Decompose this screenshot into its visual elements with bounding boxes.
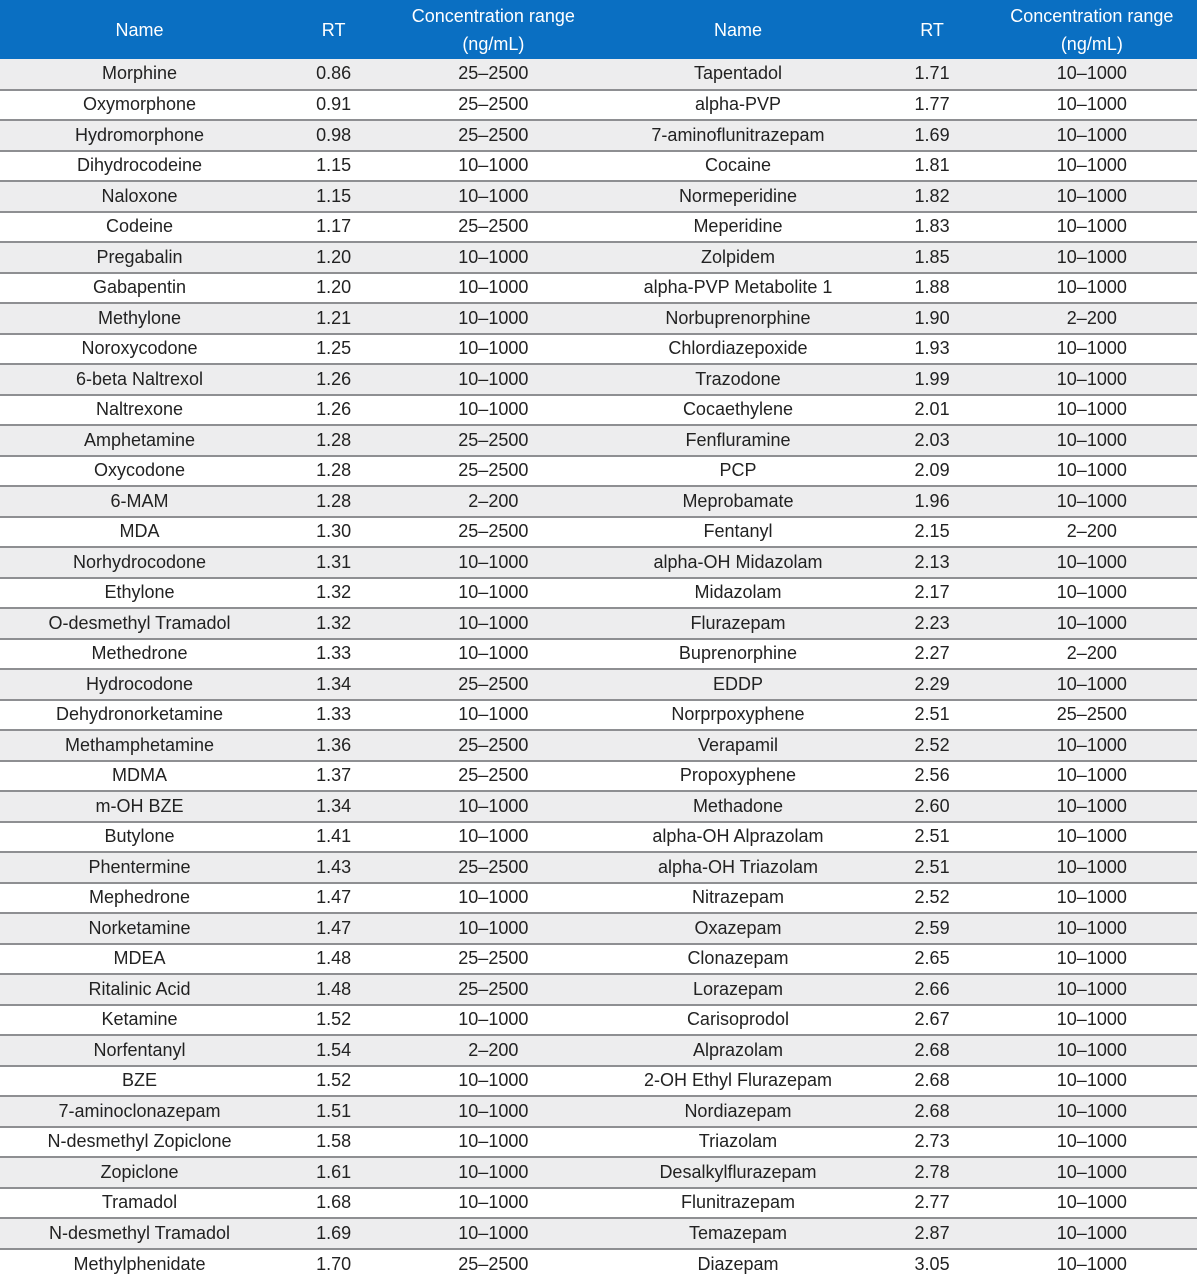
table-row bbox=[0, 151, 1197, 182]
right-name-cell: Norbuprenorphine bbox=[598, 303, 877, 334]
left-rt-cell: 1.47 bbox=[279, 913, 388, 944]
right-concentration-cell: 10–1000 bbox=[987, 364, 1197, 395]
header-left-concentration-line2: (ng/mL) bbox=[462, 33, 525, 54]
left-rt-cell: 1.51 bbox=[279, 1096, 388, 1127]
right-concentration-cell: 10–1000 bbox=[987, 486, 1197, 517]
left-concentration-cell: 10–1000 bbox=[388, 822, 598, 853]
table-row bbox=[0, 1035, 1197, 1066]
header-right-concentration-line1: Concentration range bbox=[1010, 5, 1174, 26]
right-name-cell: Chlordiazepoxide bbox=[598, 334, 877, 365]
right-concentration-cell: 10–1000 bbox=[987, 212, 1197, 243]
left-rt-cell: 1.43 bbox=[279, 852, 388, 883]
left-concentration-cell: 2–200 bbox=[388, 486, 598, 517]
left-rt-cell: 1.52 bbox=[279, 1005, 388, 1036]
right-rt-cell: 1.77 bbox=[877, 90, 986, 121]
table-row bbox=[0, 913, 1197, 944]
right-concentration-cell: 10–1000 bbox=[987, 913, 1197, 944]
right-concentration-cell: 10–1000 bbox=[987, 59, 1197, 90]
right-concentration-cell: 10–1000 bbox=[987, 1127, 1197, 1158]
table-row bbox=[0, 364, 1197, 395]
left-concentration-cell: 10–1000 bbox=[388, 1157, 598, 1188]
right-rt-cell: 1.96 bbox=[877, 486, 986, 517]
left-concentration-cell: 25–2500 bbox=[388, 212, 598, 243]
left-name-cell: 6-beta Naltrexol bbox=[0, 364, 279, 395]
left-rt-cell: 1.20 bbox=[279, 273, 388, 304]
left-concentration-cell: 10–1000 bbox=[388, 608, 598, 639]
left-concentration-cell: 25–2500 bbox=[388, 456, 598, 487]
right-rt-cell: 2.78 bbox=[877, 1157, 986, 1188]
left-concentration-cell: 10–1000 bbox=[388, 334, 598, 365]
table-row bbox=[0, 1157, 1197, 1188]
right-name-cell: Flunitrazepam bbox=[598, 1188, 877, 1219]
right-rt-cell: 2.09 bbox=[877, 456, 986, 487]
table-row bbox=[0, 517, 1197, 548]
right-name-cell: Norprpoxyphene bbox=[598, 700, 877, 731]
table-row bbox=[0, 761, 1197, 792]
right-name-cell: alpha-OH Midazolam bbox=[598, 547, 877, 578]
right-rt-cell: 3.05 bbox=[914, 1253, 950, 1274]
table-row bbox=[0, 1096, 1197, 1127]
left-rt-cell: 1.69 bbox=[279, 1218, 388, 1249]
left-rt-cell: 0.98 bbox=[279, 120, 388, 151]
right-name-cell: Oxazepam bbox=[598, 913, 877, 944]
left-name-cell: Pregabalin bbox=[0, 242, 279, 273]
left-rt-cell: 1.36 bbox=[279, 730, 388, 761]
left-rt-cell: 0.91 bbox=[279, 90, 388, 121]
right-name-cell: Temazepam bbox=[598, 1218, 877, 1249]
right-name-cell: PCP bbox=[598, 456, 877, 487]
left-name-cell: Norfentanyl bbox=[0, 1035, 279, 1066]
left-name-cell: O-desmethyl Tramadol bbox=[0, 608, 279, 639]
header-right-concentration bbox=[987, 0, 1197, 59]
right-concentration-cell: 10–1000 bbox=[987, 547, 1197, 578]
left-rt-cell: 1.54 bbox=[279, 1035, 388, 1066]
right-concentration-cell: 10–1000 bbox=[987, 334, 1197, 365]
table-row bbox=[0, 303, 1197, 334]
right-name-cell: 7-aminoflunitrazepam bbox=[598, 120, 877, 151]
right-rt-cell: 2.51 bbox=[877, 700, 986, 731]
left-concentration-cell: 25–2500 bbox=[388, 59, 598, 90]
header-right-name: Name bbox=[713, 19, 762, 40]
left-name-cell: Mephedrone bbox=[0, 883, 279, 914]
table-row bbox=[0, 578, 1197, 609]
table-row bbox=[0, 791, 1197, 822]
right-rt-cell: 1.85 bbox=[877, 242, 986, 273]
right-rt-cell: 2.87 bbox=[877, 1218, 986, 1249]
left-concentration-cell: 25–2500 bbox=[388, 730, 598, 761]
right-rt-cell: 1.83 bbox=[877, 212, 986, 243]
right-name-cell: alpha-PVP bbox=[598, 90, 877, 121]
left-name-cell: Amphetamine bbox=[0, 425, 279, 456]
table-row bbox=[0, 883, 1197, 914]
right-rt-cell: 2.68 bbox=[877, 1035, 986, 1066]
right-rt-cell: 2.52 bbox=[877, 730, 986, 761]
right-name-cell: Meprobamate bbox=[598, 486, 877, 517]
left-name-cell: Ethylone bbox=[0, 578, 279, 609]
left-rt-cell: 1.21 bbox=[279, 303, 388, 334]
table-row bbox=[0, 852, 1197, 883]
right-concentration-cell: 10–1000 bbox=[987, 242, 1197, 273]
left-name-cell: Ketamine bbox=[0, 1005, 279, 1036]
table-row bbox=[0, 1188, 1197, 1219]
table-row bbox=[0, 59, 1197, 90]
right-concentration-cell: 10–1000 bbox=[987, 791, 1197, 822]
left-name-cell: Oxymorphone bbox=[0, 90, 279, 121]
right-concentration-cell: 10–1000 bbox=[987, 1066, 1197, 1097]
header-right-concentration-line2: (ng/mL) bbox=[1060, 33, 1123, 54]
right-name-cell: Cocaethylene bbox=[598, 395, 877, 426]
left-rt-cell: 1.37 bbox=[279, 761, 388, 792]
right-concentration-cell: 10–1000 bbox=[987, 730, 1197, 761]
table-row bbox=[0, 120, 1197, 151]
right-name-cell: Fenfluramine bbox=[598, 425, 877, 456]
table-row bbox=[0, 822, 1197, 853]
right-name-cell: Alprazolam bbox=[598, 1035, 877, 1066]
right-rt-cell: 2.60 bbox=[877, 791, 986, 822]
left-name-cell: Hydromorphone bbox=[0, 120, 279, 151]
left-rt-cell: 1.34 bbox=[279, 791, 388, 822]
right-name-cell: Tapentadol bbox=[598, 59, 877, 90]
right-rt-cell: 2.51 bbox=[877, 852, 986, 883]
left-rt-cell: 1.47 bbox=[279, 883, 388, 914]
header-left-concentration bbox=[388, 0, 598, 59]
header-left-rt: RT bbox=[321, 19, 346, 40]
right-rt-cell: 2.68 bbox=[877, 1096, 986, 1127]
right-name-cell: Lorazepam bbox=[598, 974, 877, 1005]
right-concentration-cell: 10–1000 bbox=[987, 822, 1197, 853]
left-name-cell: N-desmethyl Zopiclone bbox=[0, 1127, 279, 1158]
table-row bbox=[0, 456, 1197, 487]
right-rt-cell: 2.15 bbox=[877, 517, 986, 548]
left-name-cell: Oxycodone bbox=[0, 456, 279, 487]
left-concentration-cell: 10–1000 bbox=[388, 1218, 598, 1249]
left-concentration-cell: 25–2500 bbox=[388, 517, 598, 548]
left-name-cell: Codeine bbox=[0, 212, 279, 243]
right-concentration-cell: 2–200 bbox=[987, 639, 1197, 670]
right-rt-cell: 2.56 bbox=[877, 761, 986, 792]
left-name-cell: Tramadol bbox=[0, 1188, 279, 1219]
table-row bbox=[0, 334, 1197, 365]
left-name-cell: Morphine bbox=[0, 59, 279, 90]
right-name-cell: EDDP bbox=[598, 669, 877, 700]
left-name-cell: Norketamine bbox=[0, 913, 279, 944]
right-rt-cell: 1.88 bbox=[877, 273, 986, 304]
left-concentration-cell: 25–2500 bbox=[388, 120, 598, 151]
left-name-cell: Dehydronorketamine bbox=[0, 700, 279, 731]
left-concentration-cell: 10–1000 bbox=[388, 639, 598, 670]
left-rt-cell: 1.34 bbox=[279, 669, 388, 700]
left-concentration-cell: 10–1000 bbox=[388, 395, 598, 426]
left-concentration-cell: 10–1000 bbox=[388, 303, 598, 334]
table-row bbox=[0, 1249, 1197, 1280]
right-rt-cell: 2.29 bbox=[877, 669, 986, 700]
right-rt-cell: 1.99 bbox=[877, 364, 986, 395]
table-row bbox=[0, 1127, 1197, 1158]
right-name-cell: Diazepam bbox=[697, 1253, 779, 1274]
right-name-cell: Normeperidine bbox=[598, 181, 877, 212]
right-concentration-cell: 10–1000 bbox=[987, 90, 1197, 121]
left-rt-cell: 1.48 bbox=[279, 974, 388, 1005]
left-concentration-cell: 10–1000 bbox=[388, 578, 598, 609]
left-concentration-cell: 2–200 bbox=[388, 1035, 598, 1066]
right-concentration-cell: 10–1000 bbox=[987, 456, 1197, 487]
left-rt-cell: 1.28 bbox=[279, 486, 388, 517]
left-name-cell: Naltrexone bbox=[0, 395, 279, 426]
left-name-cell: Methylone bbox=[0, 303, 279, 334]
left-rt-cell: 1.58 bbox=[279, 1127, 388, 1158]
right-name-cell: Nordiazepam bbox=[598, 1096, 877, 1127]
right-concentration-cell: 10–1000 bbox=[987, 395, 1197, 426]
table-row bbox=[0, 547, 1197, 578]
left-rt-cell: 1.41 bbox=[279, 822, 388, 853]
left-name-cell: MDMA bbox=[0, 761, 279, 792]
header-row bbox=[0, 0, 1197, 59]
right-concentration-cell: 10–1000 bbox=[987, 1157, 1197, 1188]
left-name-cell: MDA bbox=[0, 517, 279, 548]
right-rt-cell: 2.65 bbox=[877, 944, 986, 975]
table-row bbox=[0, 730, 1197, 761]
left-rt-cell: 1.26 bbox=[279, 395, 388, 426]
right-rt-cell: 2.68 bbox=[877, 1066, 986, 1097]
right-name-cell: Meperidine bbox=[598, 212, 877, 243]
right-rt-cell: 2.23 bbox=[877, 608, 986, 639]
left-rt-cell: 0.86 bbox=[279, 59, 388, 90]
right-rt-cell: 1.82 bbox=[877, 181, 986, 212]
right-concentration-cell: 10–1000 bbox=[987, 151, 1197, 182]
right-name-cell: Triazolam bbox=[598, 1127, 877, 1158]
left-concentration-cell: 25–2500 bbox=[388, 761, 598, 792]
right-rt-cell: 2.67 bbox=[877, 1005, 986, 1036]
table-header bbox=[0, 0, 1197, 59]
right-concentration-cell: 10–1000 bbox=[987, 852, 1197, 883]
table-row bbox=[0, 425, 1197, 456]
right-concentration-cell: 10–1000 bbox=[1056, 1253, 1127, 1274]
left-rt-cell: 1.28 bbox=[279, 425, 388, 456]
right-concentration-cell: 10–1000 bbox=[987, 944, 1197, 975]
left-rt-cell: 1.31 bbox=[279, 547, 388, 578]
left-name-cell: Methamphetamine bbox=[0, 730, 279, 761]
right-rt-cell: 2.27 bbox=[877, 639, 986, 670]
right-name-cell: Cocaine bbox=[598, 151, 877, 182]
header-left-name: Name bbox=[115, 19, 164, 40]
right-rt-cell: 1.93 bbox=[877, 334, 986, 365]
right-concentration-cell: 10–1000 bbox=[987, 1035, 1197, 1066]
left-concentration-cell: 10–1000 bbox=[388, 1066, 598, 1097]
table-row bbox=[0, 944, 1197, 975]
right-concentration-cell: 2–200 bbox=[987, 303, 1197, 334]
left-concentration-cell: 10–1000 bbox=[388, 1127, 598, 1158]
right-rt-cell: 2.01 bbox=[877, 395, 986, 426]
right-rt-cell: 2.17 bbox=[877, 578, 986, 609]
table-row bbox=[0, 974, 1197, 1005]
right-name-cell: Desalkylflurazepam bbox=[598, 1157, 877, 1188]
table-row bbox=[0, 700, 1197, 731]
right-rt-cell: 2.77 bbox=[877, 1188, 986, 1219]
right-rt-cell: 2.66 bbox=[877, 974, 986, 1005]
table-row bbox=[0, 273, 1197, 304]
right-name-cell: Verapamil bbox=[598, 730, 877, 761]
left-concentration-cell: 10–1000 bbox=[388, 547, 598, 578]
left-concentration-cell: 10–1000 bbox=[388, 364, 598, 395]
table-row bbox=[0, 1005, 1197, 1036]
left-rt-cell: 1.32 bbox=[279, 608, 388, 639]
right-rt-cell: 1.71 bbox=[877, 59, 986, 90]
left-rt-cell: 1.33 bbox=[279, 700, 388, 731]
right-concentration-cell: 10–1000 bbox=[987, 669, 1197, 700]
left-concentration-cell: 10–1000 bbox=[388, 1188, 598, 1219]
left-rt-cell: 1.52 bbox=[279, 1066, 388, 1097]
right-concentration-cell: 10–1000 bbox=[987, 761, 1197, 792]
right-rt-cell: 1.90 bbox=[877, 303, 986, 334]
left-name-cell: Gabapentin bbox=[0, 273, 279, 304]
left-rt-cell: 1.25 bbox=[279, 334, 388, 365]
left-concentration-cell: 10–1000 bbox=[388, 913, 598, 944]
left-name-cell: 6-MAM bbox=[0, 486, 279, 517]
table-row bbox=[0, 608, 1197, 639]
left-name-cell: Methylphenidate bbox=[73, 1253, 206, 1274]
table-row bbox=[0, 181, 1197, 212]
right-name-cell: alpha-OH Alprazolam bbox=[598, 822, 877, 853]
left-concentration-cell: 25–2500 bbox=[388, 90, 598, 121]
right-rt-cell: 2.13 bbox=[877, 547, 986, 578]
left-concentration-cell: 10–1000 bbox=[388, 1005, 598, 1036]
left-rt-cell: 1.68 bbox=[279, 1188, 388, 1219]
right-concentration-cell: 10–1000 bbox=[987, 120, 1197, 151]
right-rt-cell: 2.52 bbox=[877, 883, 986, 914]
table-row bbox=[0, 395, 1197, 426]
left-concentration-cell: 25–2500 bbox=[388, 425, 598, 456]
left-name-cell: MDEA bbox=[0, 944, 279, 975]
table-row bbox=[0, 486, 1197, 517]
right-name-cell: Nitrazepam bbox=[598, 883, 877, 914]
right-name-cell: Flurazepam bbox=[598, 608, 877, 639]
left-name-cell: 7-aminoclonazepam bbox=[0, 1096, 279, 1127]
left-rt-cell: 1.48 bbox=[279, 944, 388, 975]
left-concentration-cell: 25–2500 bbox=[458, 1253, 529, 1274]
left-name-cell: Naloxone bbox=[0, 181, 279, 212]
left-rt-cell: 1.26 bbox=[279, 364, 388, 395]
left-concentration-cell: 10–1000 bbox=[388, 791, 598, 822]
table-row bbox=[0, 242, 1197, 273]
left-concentration-cell: 10–1000 bbox=[388, 700, 598, 731]
header-right-rt: RT bbox=[920, 19, 944, 40]
right-concentration-cell: 10–1000 bbox=[987, 974, 1197, 1005]
right-rt-cell: 2.03 bbox=[877, 425, 986, 456]
right-name-cell: Fentanyl bbox=[598, 517, 877, 548]
right-name-cell: Clonazepam bbox=[598, 944, 877, 975]
right-rt-cell: 1.69 bbox=[877, 120, 986, 151]
right-name-cell: Propoxyphene bbox=[598, 761, 877, 792]
left-name-cell: BZE bbox=[0, 1066, 279, 1097]
right-concentration-cell: 10–1000 bbox=[987, 425, 1197, 456]
right-concentration-cell: 25–2500 bbox=[987, 700, 1197, 731]
right-name-cell: Zolpidem bbox=[598, 242, 877, 273]
right-concentration-cell: 10–1000 bbox=[987, 1218, 1197, 1249]
table-row bbox=[0, 1218, 1197, 1249]
left-name-cell: Methedrone bbox=[0, 639, 279, 670]
left-concentration-cell: 25–2500 bbox=[388, 669, 598, 700]
right-concentration-cell: 10–1000 bbox=[987, 1005, 1197, 1036]
left-rt-cell: 1.32 bbox=[279, 578, 388, 609]
left-name-cell: Zopiclone bbox=[0, 1157, 279, 1188]
left-name-cell: Norhydrocodone bbox=[0, 547, 279, 578]
left-concentration-cell: 10–1000 bbox=[388, 883, 598, 914]
left-rt-cell: 1.30 bbox=[279, 517, 388, 548]
right-name-cell: Buprenorphine bbox=[598, 639, 877, 670]
right-name-cell: Trazodone bbox=[598, 364, 877, 395]
left-rt-cell: 1.15 bbox=[279, 151, 388, 182]
right-name-cell: Methadone bbox=[598, 791, 877, 822]
table-row bbox=[0, 639, 1197, 670]
left-rt-cell: 1.70 bbox=[316, 1253, 352, 1274]
left-concentration-cell: 10–1000 bbox=[388, 181, 598, 212]
left-name-cell: N-desmethyl Tramadol bbox=[0, 1218, 279, 1249]
left-rt-cell: 1.28 bbox=[279, 456, 388, 487]
right-concentration-cell: 10–1000 bbox=[987, 608, 1197, 639]
right-rt-cell: 2.59 bbox=[877, 913, 986, 944]
left-name-cell: Phentermine bbox=[0, 852, 279, 883]
right-rt-cell: 1.81 bbox=[877, 151, 986, 182]
right-concentration-cell: 10–1000 bbox=[987, 578, 1197, 609]
left-concentration-cell: 25–2500 bbox=[388, 974, 598, 1005]
left-name-cell: Hydrocodone bbox=[0, 669, 279, 700]
left-concentration-cell: 10–1000 bbox=[388, 242, 598, 273]
left-concentration-cell: 25–2500 bbox=[388, 852, 598, 883]
left-name-cell: Butylone bbox=[0, 822, 279, 853]
left-name-cell: m-OH BZE bbox=[0, 791, 279, 822]
right-concentration-cell: 10–1000 bbox=[987, 181, 1197, 212]
left-concentration-cell: 10–1000 bbox=[388, 273, 598, 304]
left-rt-cell: 1.15 bbox=[279, 181, 388, 212]
right-name-cell: 2-OH Ethyl Flurazepam bbox=[598, 1066, 877, 1097]
table-row bbox=[0, 90, 1197, 121]
left-rt-cell: 1.33 bbox=[279, 639, 388, 670]
right-name-cell: alpha-PVP Metabolite 1 bbox=[598, 273, 877, 304]
right-concentration-cell: 2–200 bbox=[987, 517, 1197, 548]
right-name-cell: alpha-OH Triazolam bbox=[598, 852, 877, 883]
left-concentration-cell: 10–1000 bbox=[388, 151, 598, 182]
table-row bbox=[0, 212, 1197, 243]
header-left-concentration-line1: Concentration range bbox=[411, 5, 575, 26]
left-rt-cell: 1.61 bbox=[279, 1157, 388, 1188]
left-rt-cell: 1.20 bbox=[279, 242, 388, 273]
table-row bbox=[0, 1066, 1197, 1097]
left-concentration-cell: 25–2500 bbox=[388, 944, 598, 975]
left-name-cell: Dihydrocodeine bbox=[0, 151, 279, 182]
right-concentration-cell: 10–1000 bbox=[987, 883, 1197, 914]
right-rt-cell: 2.73 bbox=[877, 1127, 986, 1158]
left-name-cell: Noroxycodone bbox=[0, 334, 279, 365]
right-name-cell: Midazolam bbox=[598, 578, 877, 609]
left-name-cell: Ritalinic Acid bbox=[0, 974, 279, 1005]
right-concentration-cell: 10–1000 bbox=[987, 273, 1197, 304]
right-concentration-cell: 10–1000 bbox=[987, 1096, 1197, 1127]
left-concentration-cell: 10–1000 bbox=[388, 1096, 598, 1127]
right-rt-cell: 2.51 bbox=[877, 822, 986, 853]
right-name-cell: Carisoprodol bbox=[598, 1005, 877, 1036]
left-rt-cell: 1.17 bbox=[279, 212, 388, 243]
table-body bbox=[0, 59, 1197, 1279]
right-concentration-cell: 10–1000 bbox=[987, 1188, 1197, 1219]
table-row bbox=[0, 669, 1197, 700]
